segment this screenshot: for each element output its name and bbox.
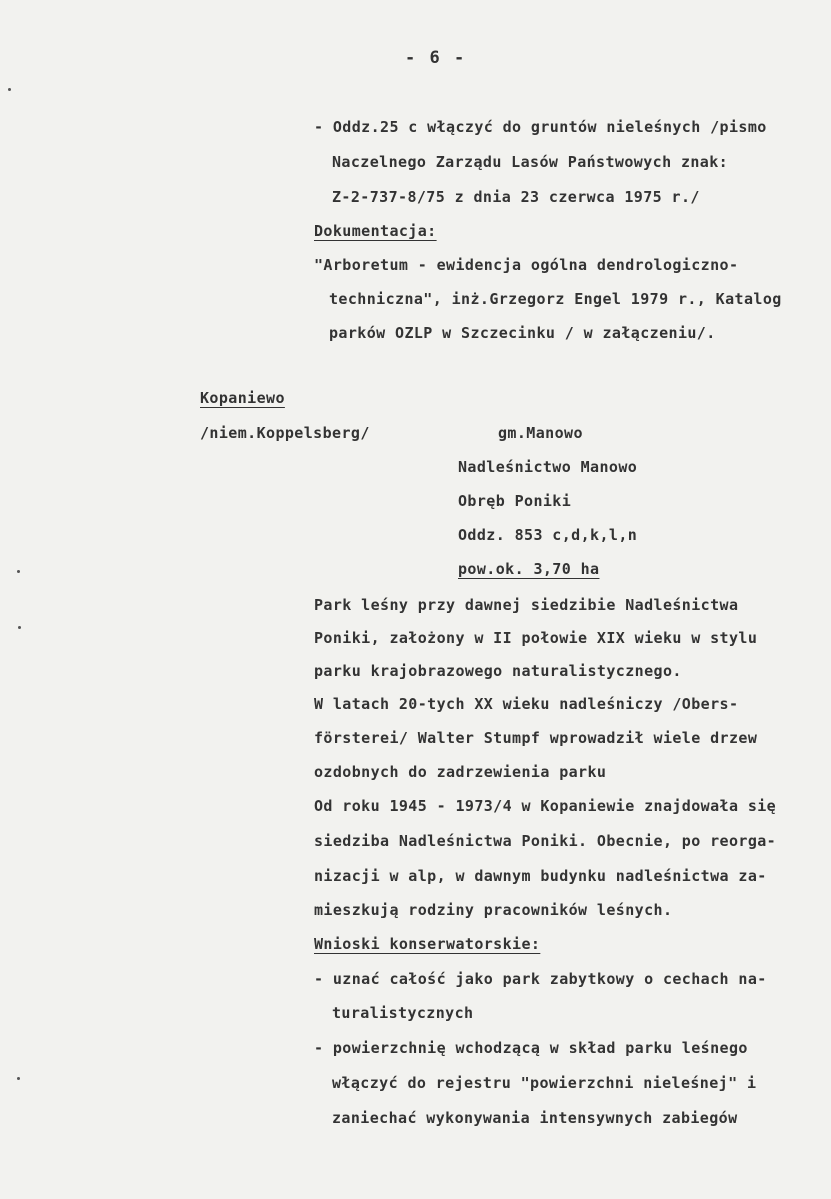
margin-speck [17,1077,20,1080]
location-line-2: Nadleśnictwo Manowo [458,458,638,476]
page-number: - 6 - [405,48,467,68]
entry-area: pow.ok. 3,70 ha [458,560,600,578]
description-line-8: siedziba Nadleśnictwa Poniki. Obecnie, po reorga- [314,832,777,850]
conclusion-line-3: - powierzchnię wchodzącą w skład parku leśnego [314,1039,748,1057]
top-line-2: Naczelnego Zarządu Lasów Państwowych znak: [332,153,729,171]
description-line-7: Od roku 1945 - 1973/4 w Kopaniewie znajdowała się [314,797,777,815]
top-line-1: - Oddz.25 c włączyć do gruntów nieleśnych /pismo [314,118,767,136]
entry-name: Kopaniewo [200,389,285,407]
description-line-6: ozdobnych do zadrzewienia parku [314,763,607,781]
description-line-3: parku krajobrazowego naturalistycznego. [314,662,682,680]
location-line-1: gm.Manowo [498,424,583,442]
doc-line-3: parków OZLP w Szczecinku / w załączeniu/. [329,324,716,342]
description-line-5: försterei/ Walter Stumpf wprowadził wiele drzew [314,729,758,747]
entry-german-name: /niem.Koppelsberg/ [200,424,370,442]
conclusion-line-1: - uznać całość jako park zabytkowy o cechach na- [314,970,767,988]
doc-line-1: "Arboretum - ewidencja ogólna dendrologiczno- [314,256,739,274]
description-line-1: Park leśny przy dawnej siedzibie Nadleśnictwa [314,596,739,614]
documentation-heading: Dokumentacja: [314,222,437,240]
description-line-4: W latach 20-tych XX wieku nadleśniczy /Obers- [314,695,739,713]
conclusion-line-5: zaniechać wykonywania intensywnych zabiegów [332,1109,738,1127]
margin-speck [17,570,20,573]
description-line-2: Poniki, założony w II połowie XIX wieku w stylu [314,629,758,647]
location-line-4: Oddz. 853 c,d,k,l,n [458,526,638,544]
margin-speck [18,626,21,629]
margin-speck [8,88,11,91]
conclusion-line-4: włączyć do rejestru "powierzchni nieleśnej" i [332,1074,757,1092]
conclusions-heading: Wnioski konserwatorskie: [314,935,541,953]
top-line-3: Z-2-737-8/75 z dnia 23 czerwca 1975 r./ [332,188,700,206]
description-line-10: mieszkują rodziny pracowników leśnych. [314,901,673,919]
conclusion-line-2: turalistycznych [332,1004,474,1022]
doc-line-2: techniczna", inż.Grzegorz Engel 1979 r., Katalog [329,290,782,308]
location-line-3: Obręb Poniki [458,492,572,510]
description-line-9: nizacji w alp, w dawnym budynku nadleśnictwa za- [314,867,767,885]
